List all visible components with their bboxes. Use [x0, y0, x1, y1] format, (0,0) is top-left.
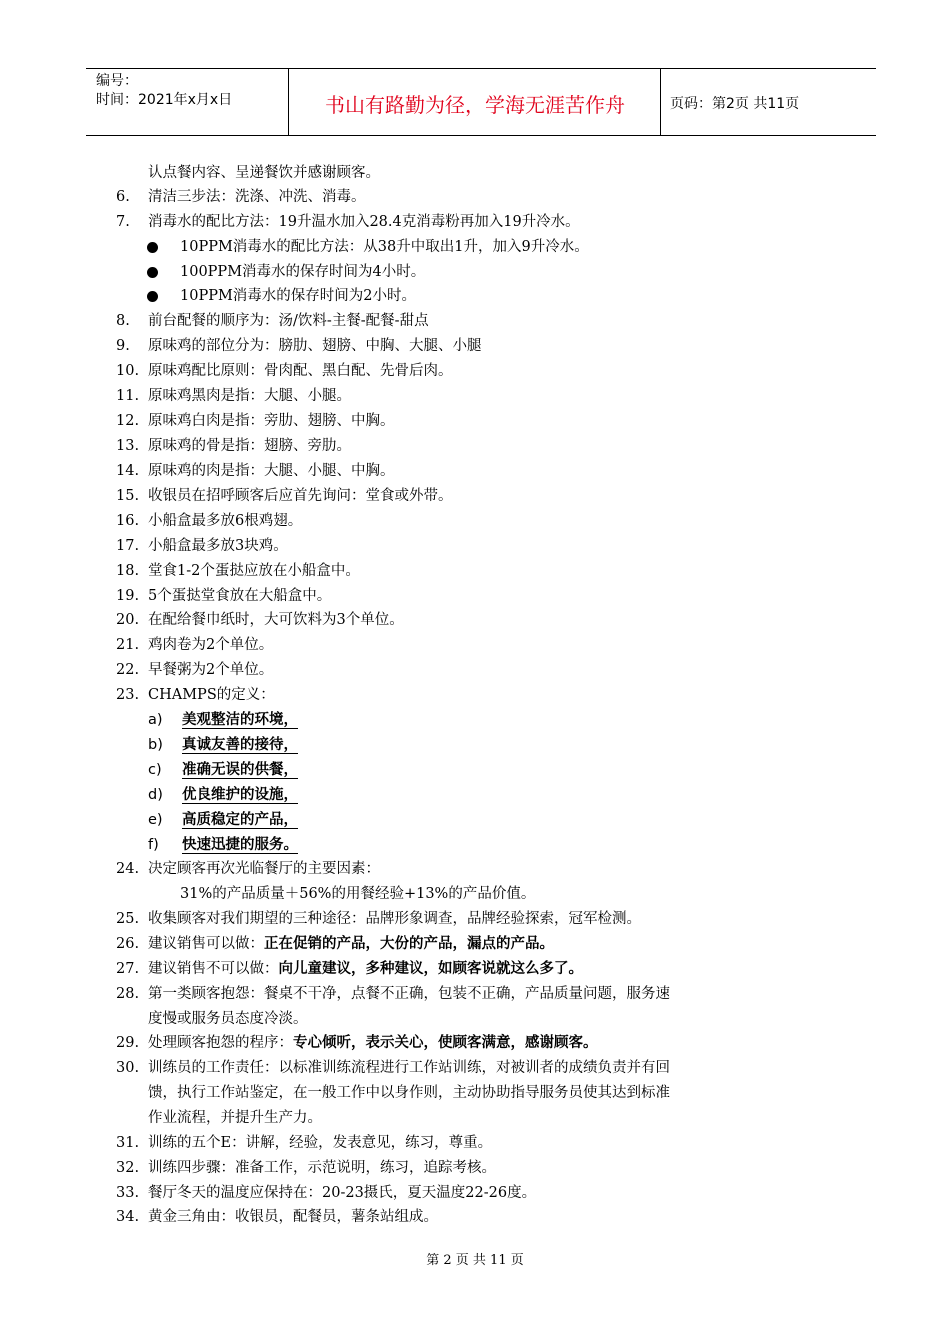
bullet-icon [147, 291, 158, 302]
code-label: 编号： [96, 73, 138, 89]
bullet-icon [147, 242, 158, 253]
page-footer: 第 2 页 共 11 页 [426, 1253, 524, 1268]
header-divider-left [288, 68, 289, 135]
header-page-number: 页码：第2页 共11页 [670, 96, 800, 112]
header-bottom-rule [86, 135, 876, 136]
date-label: 时间：2021年x月x日 [96, 92, 233, 108]
header-motto: 书山有路勤为径，学海无涯苦作舟 [325, 93, 625, 117]
bullet-icon [147, 267, 158, 278]
header-divider-right [660, 68, 661, 135]
header-meta [96, 72, 232, 110]
header-top-rule [86, 68, 876, 69]
